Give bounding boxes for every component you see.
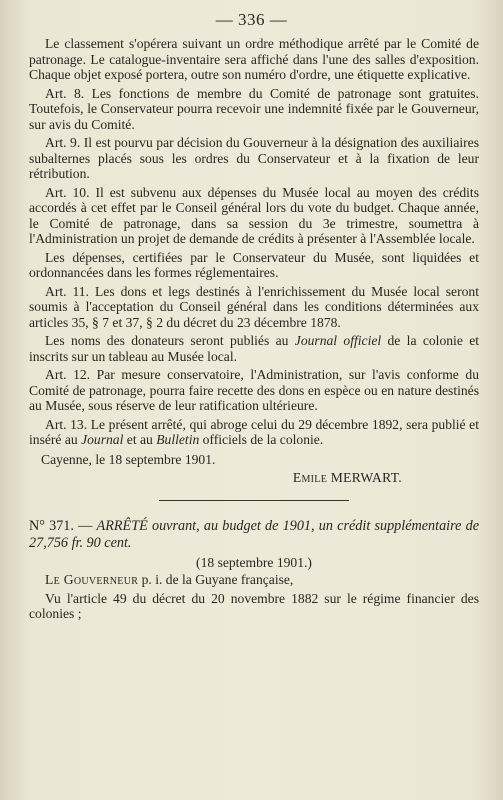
decree-intro <box>29 572 479 588</box>
paragraph-art-12: Art. 12. Par mesure conservatoire, l'Administration, sur l'avis conforme du Comité de patronage, pourra faire recette des dons en espèce ou en nature destinés au Musée, sous réserve de leur ratification ultérieure. <box>29 367 479 413</box>
art13-text-after: officiels de la colonie. <box>199 432 324 447</box>
donateurs-text-after: de la colonie et inscrits sur un tableau au Musée local. <box>29 333 480 364</box>
paragraph-art-11: Art. 11. Les dons et legs destinés à l'enrichissement du Musée local seront soumis à l'acceptation du Conseil général dans les conditions déterminées aux articles 35, § 7 et 37, § 2 du décret du 23 décembre 1878. <box>29 283 479 330</box>
page-number: — 336 — <box>215 10 288 29</box>
paragraph-art-9: Art. 9. Il est pourvu par décision du Gouverneur à la désignation des auxiliaires subalternes placés sous les ordres du Conservateur et à la fixation de leur rétribution. <box>29 135 479 181</box>
journal-officiel-title: Journal officiel <box>294 333 382 348</box>
decree-date: (18 septembre 1901.) <box>196 554 312 570</box>
paragraph-art-13 <box>29 417 479 448</box>
signature-place-date: Cayenne, le 18 septembre 1901. <box>41 451 216 467</box>
paragraph-art-8: Art. 8. Les fonctions de membre du Comité de patronage sont gratuites. Toutefois, le Conservateur pourra recevoir une indemnité fixée par le Gouverneur, sur avis du Comité. <box>29 85 479 132</box>
art13-text-middle: et au <box>123 432 157 447</box>
governor-rest: p. i. de la Guyane française, <box>138 572 294 587</box>
signature-name: Emile MERWART. <box>292 470 402 485</box>
document-body <box>29 36 479 625</box>
paragraph-depenses: Les dépenses, certifiées par le Conservateur du Musée, sont liquidées et ordonnancées dans les formes réglementaires. <box>29 249 479 280</box>
paragraph-classement: Le classement s'opérera suivant un ordre méthodique arrêté par le Comité de patronage. Le catalogue-inventaire sera affiché dans l'une des salles d'exposition. Chaque objet exposé portera, outre son numéro d'ordre, une étiquette explicative. <box>29 36 479 82</box>
donateurs-text-before: Les noms des donateurs seront publiés au <box>45 333 295 348</box>
journal-title: Journal <box>81 432 124 447</box>
paragraph-art-10: Art. 10. Il est subvenu aux dépenses du Musée local au moyen des crédits accordés à cet effet par le Conseil général lors du vote du budget. Chaque année, le Comité de patronage, dans sa session du 3e trimestre, soumettra à l'Administration un projet de demande de crédits à présenter à l'Assemblée locale. <box>29 184 479 246</box>
decree-heading <box>29 518 479 552</box>
decree-vu: Vu l'article 49 du décret du 20 novembre 1882 sur le régime financier des colonies ; <box>29 590 479 621</box>
governor-title: Le Gouverneur <box>45 572 139 587</box>
decree-number: N° 371. — <box>29 517 97 534</box>
decree-title: ARRÊTÉ ouvrant, au budget de 1901, un crédit supplémentaire de 27,756 fr. 90 cent. <box>29 517 479 551</box>
art13-text-before: Art. 13. Le présent arrêté, qui abroge celui du 29 décembre 1892, sera publié et inséré au <box>29 416 479 447</box>
section-divider <box>159 500 349 501</box>
paragraph-donateurs <box>29 333 479 364</box>
bulletin-title: Bulletin <box>156 432 200 447</box>
